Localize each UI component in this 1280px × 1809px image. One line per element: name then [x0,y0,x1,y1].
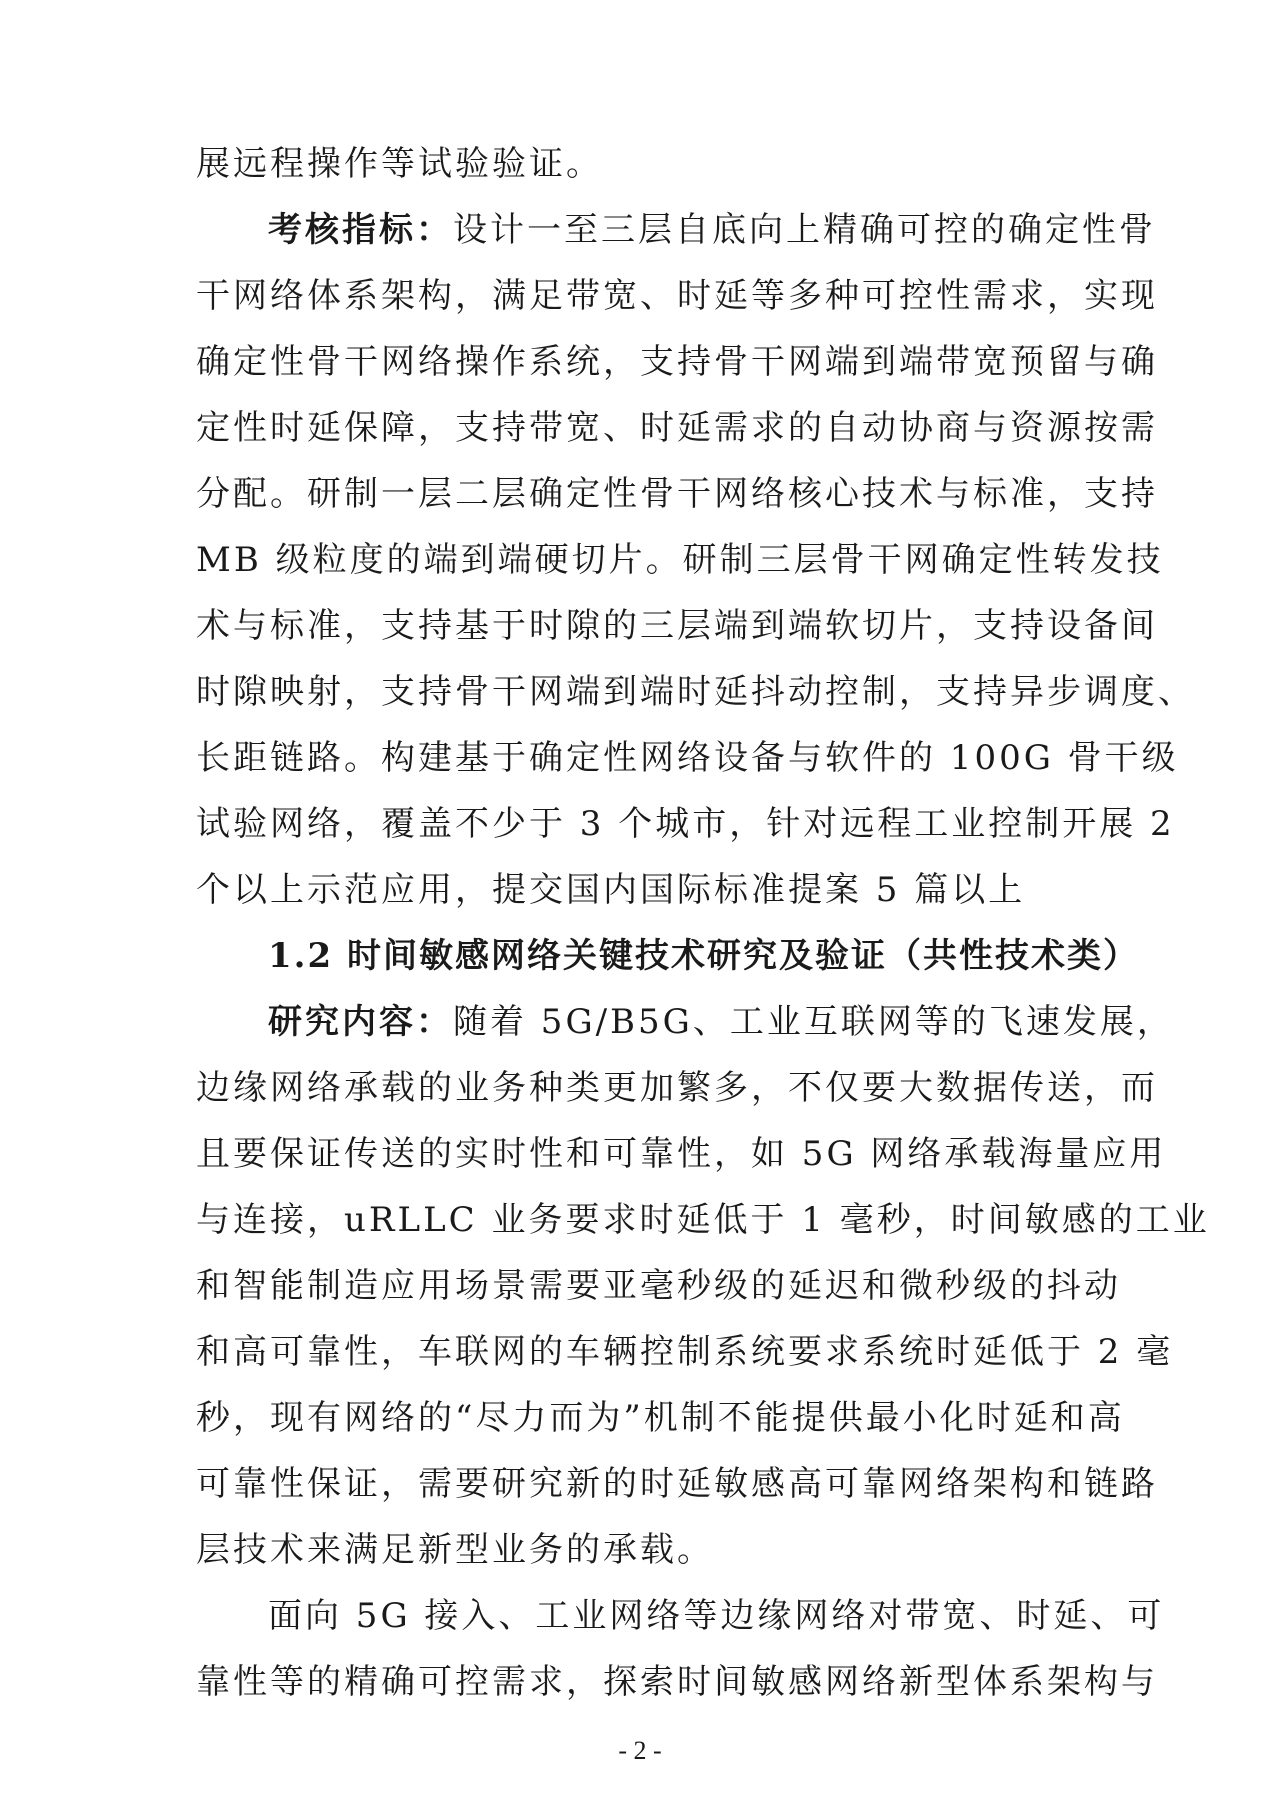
section-label: 研究内容： [268,1002,453,1042]
paragraph-line: 试验网络，覆盖不少于 3 个城市，针对远程工业控制开展 2 [196,804,1175,844]
paragraph-line: 层技术来满足新型业务的承载。 [196,1530,714,1570]
paragraph-line: 长距链路。构建基于确定性网络设备与软件的 100G 骨干级 [196,738,1179,778]
paragraph-line: 面向 5G 接入、工业网络等边缘网络对带宽、时延、可 [268,1596,1165,1636]
paragraph-line: 术与标准，支持基于时隙的三层端到端软切片，支持设备间 [196,606,1158,646]
section-heading: 1.2 时间敏感网络关键技术研究及验证（共性技术类） [268,936,1139,976]
paragraph-line: 个以上示范应用，提交国内国际标准提案 5 篇以上 [196,870,1026,910]
paragraph-line: 和智能制造应用场景需要亚毫秒级的延迟和微秒级的抖动 [196,1266,1121,1306]
paragraph-line: 展远程操作等试验验证。 [196,144,603,184]
paragraph-line: 时隙映射，支持骨干网端到端时延抖动控制，支持异步调度、 [196,672,1195,712]
paragraph-text: 设计一至三层自底向上精确可控的确定性骨 [453,210,1156,250]
paragraph-line: 且要保证传送的实时性和可靠性，如 5G 网络承载海量应用 [196,1134,1167,1174]
paragraph-line: 分配。研制一层二层确定性骨干网络核心技术与标准，支持 [196,474,1158,514]
paragraph-line [268,1000,1174,1044]
paragraph-line: MB 级粒度的端到端硬切片。研制三层骨干网确定性转发技 [196,540,1164,580]
page-number: - 2 - [618,1736,662,1765]
paragraph-line: 确定性骨干网络操作系统，支持骨干网端到端带宽预留与确 [196,342,1158,382]
paragraph-line: 边缘网络承载的业务种类更加繁多，不仅要大数据传送，而 [196,1068,1158,1108]
paragraph-line: 靠性等的精确可控需求，探索时间敏感网络新型体系架构与 [196,1662,1158,1702]
paragraph-line: 定性时延保障，支持带宽、时延需求的自动协商与资源按需 [196,408,1158,448]
paragraph-line [268,208,1156,252]
section-label: 考核指标： [268,210,453,250]
paragraph-text: 随着 5G/B5G、工业互联网等的飞速发展， [453,1002,1174,1042]
paragraph-line: 和高可靠性，车联网的车辆控制系统要求系统时延低于 2 毫 [196,1332,1174,1372]
paragraph-line: 可靠性保证，需要研究新的时延敏感高可靠网络架构和链路 [196,1464,1158,1504]
paragraph-line: 秒，现有网络的“尽力而为”机制不能提供最小化时延和高 [196,1398,1125,1438]
paragraph-line: 与连接，uRLLC 业务要求时延低于 1 毫秒，时间敏感的工业 [196,1200,1210,1240]
paragraph-line: 干网络体系架构，满足带宽、时延等多种可控性需求，实现 [196,276,1158,316]
